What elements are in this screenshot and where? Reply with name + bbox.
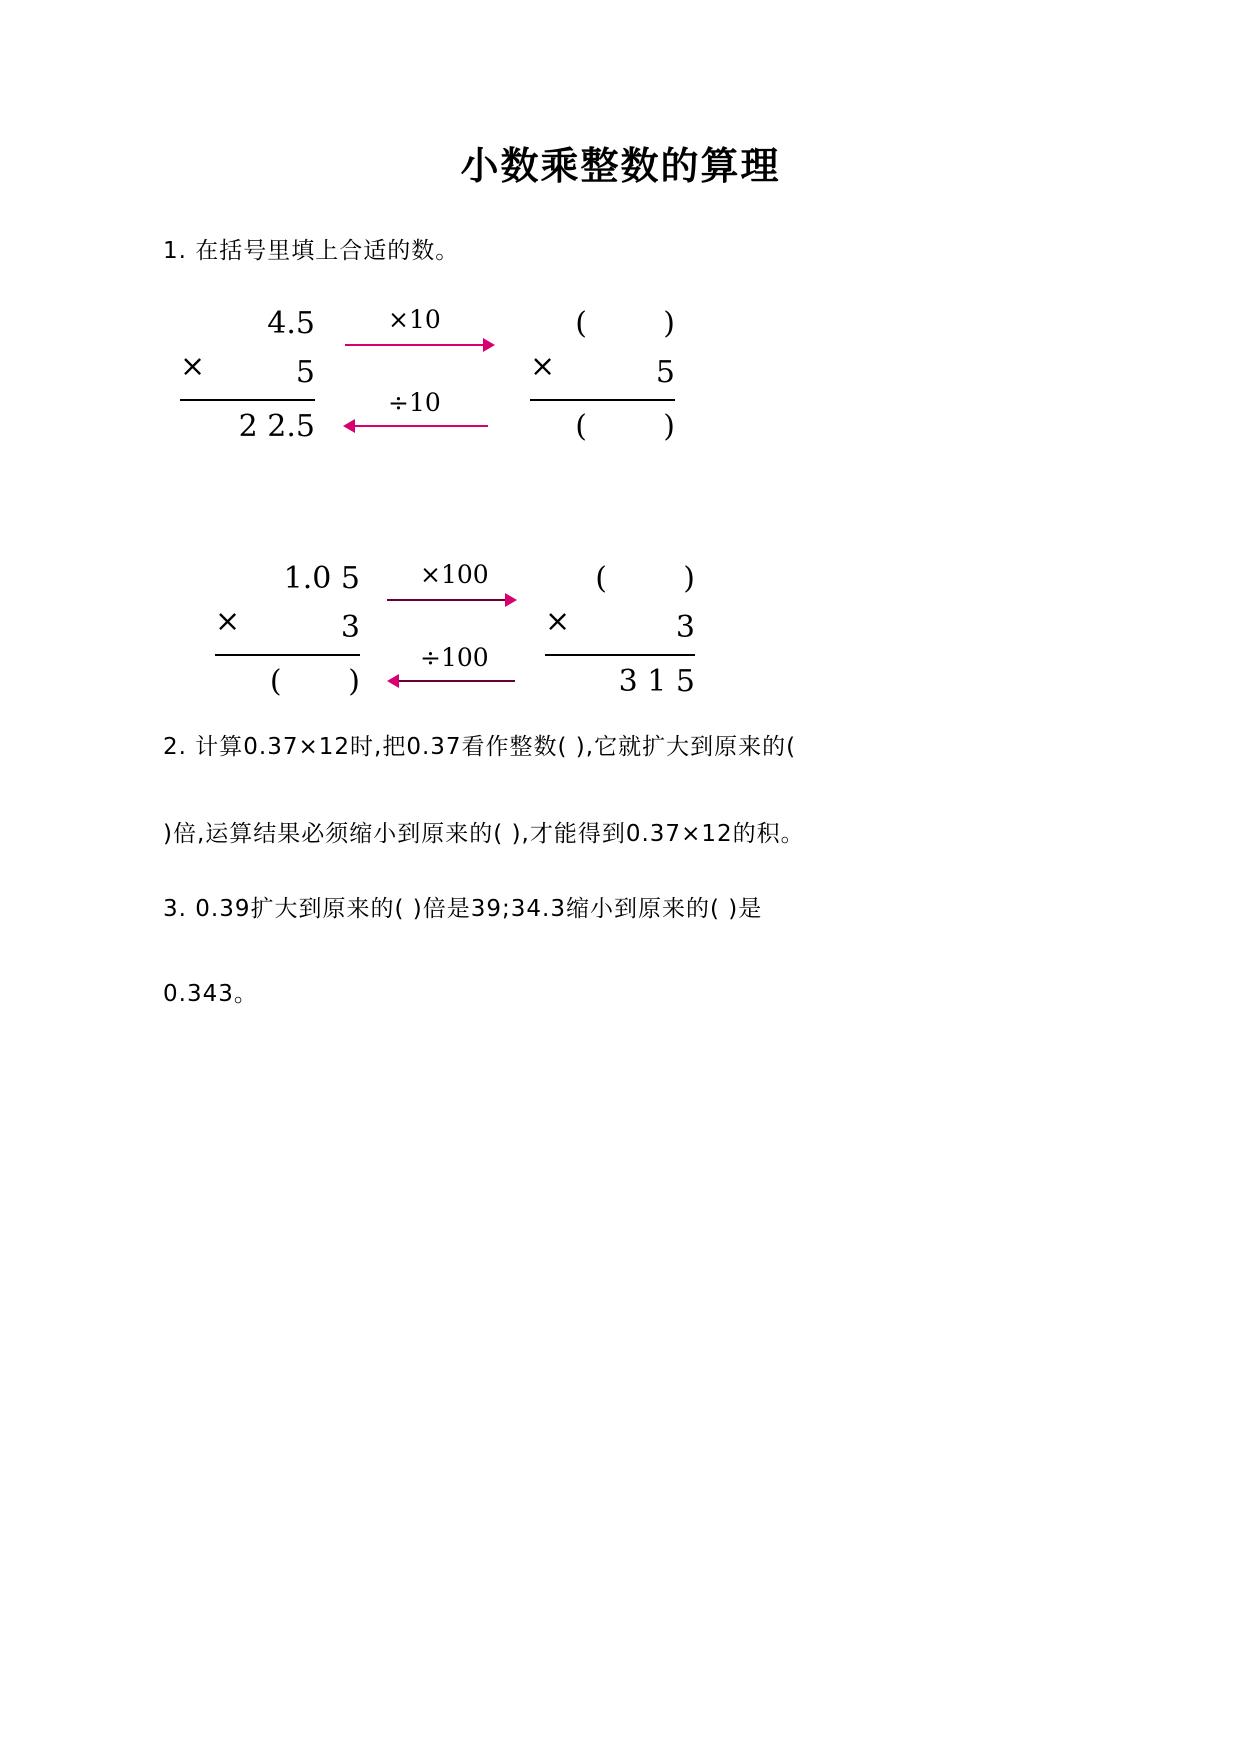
calc-b-right-line2 [545, 604, 695, 653]
calc-block-a-right [530, 300, 675, 452]
arrow-a-bottom-label: ÷10 [388, 388, 441, 417]
calc-a-left-line1: 4.5 [267, 306, 315, 341]
calc-b-right-line3: 3 1 5 [618, 664, 695, 700]
multiply-sign: × [180, 348, 206, 384]
calc-a-right-line1-blank[interactable]: ( ) [575, 306, 675, 341]
multiply-sign: × [545, 603, 571, 639]
calc-b-right-line2-number: 3 [675, 609, 695, 645]
calc-block-b-left [215, 555, 360, 707]
page-title: 小数乘整数的算理 [460, 143, 781, 188]
calc-b-left-line2-number: 3 [340, 609, 360, 645]
question-2-line-2: )倍,运算结果必须缩小到原来的( ),才能得到0.37×12的积。 [163, 821, 805, 847]
calc-a-left-line3: 2 2.5 [238, 409, 315, 445]
question-3-line-2: 0.343。 [163, 981, 258, 1007]
calc-a-right-line3-blank[interactable]: ( ) [575, 409, 675, 445]
calc-b-right-rule [545, 654, 695, 656]
calc-b-left-rule [215, 654, 360, 656]
calc-a-right-line2 [530, 349, 675, 398]
calc-a-left-rule [180, 399, 315, 401]
arrow-group-b [385, 555, 530, 695]
arrow-b-bottom-head [387, 674, 399, 688]
multiply-sign: × [215, 603, 241, 639]
arrow-b-top-line [387, 599, 507, 601]
calc-b-left-line3-blank[interactable]: ( ) [269, 664, 360, 700]
calc-block-b-right [545, 555, 695, 707]
arrow-b-top-label: ×100 [420, 560, 489, 589]
calc-block-a-left [180, 300, 315, 452]
calc-a-left-line2-number: 5 [295, 354, 315, 390]
question-2-line-1: 2. 计算0.37×12时,把0.37看作整数( ),它就扩大到原来的( [163, 734, 797, 760]
calc-a-right-rule [530, 399, 675, 401]
calc-b-right-line1-blank[interactable]: ( ) [595, 561, 695, 596]
calc-b-left-line1: 1.0 5 [283, 561, 360, 596]
question-1-prompt: 1. 在括号里填上合适的数。 [163, 238, 460, 264]
question-3-line-1: 3. 0.39扩大到原来的( )倍是39;34.3缩小到原来的( )是 [163, 896, 763, 922]
arrow-b-bottom-line [399, 680, 515, 682]
arrow-a-bottom-head [343, 419, 355, 433]
calc-b-left-line2 [215, 604, 360, 653]
arrow-group-a [340, 300, 500, 440]
arrow-b-top-head [505, 593, 517, 607]
arrow-b-bottom-label: ÷100 [420, 643, 489, 672]
multiply-sign: × [530, 348, 556, 384]
arrow-a-bottom-line [355, 425, 488, 427]
calc-a-left-line2 [180, 349, 315, 398]
arrow-a-top-head [483, 338, 495, 352]
arrow-a-top-label: ×10 [388, 305, 441, 334]
calc-a-right-line2-number: 5 [655, 354, 675, 390]
arrow-a-top-line [345, 344, 485, 346]
